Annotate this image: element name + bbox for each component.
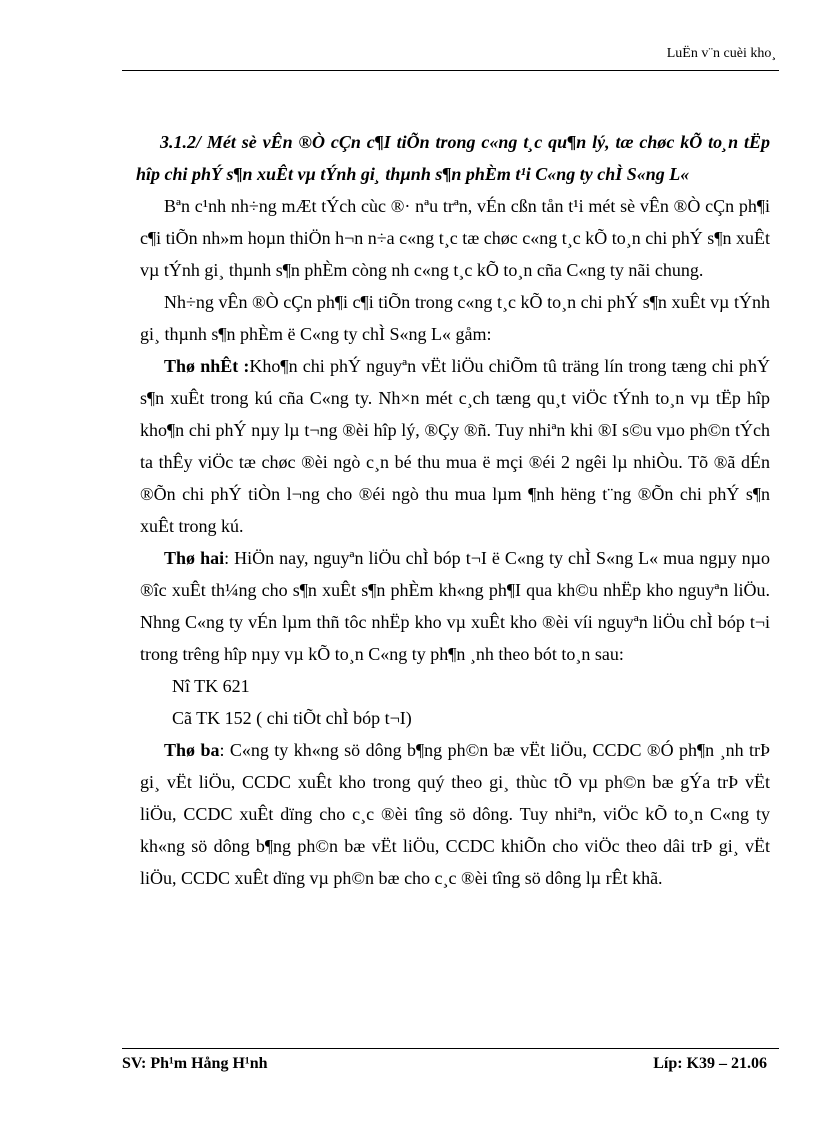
paragraph-third-issue [140, 734, 770, 894]
journal-entry-credit: Cã TK 152 ( chi tiÕt chÌ bóp t¬I) [172, 708, 412, 728]
page-content [136, 126, 770, 894]
third-issue-text: : C«ng ty kh«ng sö dông b¶ng ph©n bæ vËt liÖu, CCDC ®Ó ph¶n ¸nh trÞ gi¸ vËt liÖu, CCDC xuÊt kho trong quý theo gi¸ thùc tÕ vµ ph©n bæ gÝa trÞ vËt liÖu, CCDC xuÊt dïng cho c¸c ®èi tîng sö dông. Tuy nhiªn, viÖc kÕ to¸n C«ng ty kh«ng sö dông b¶ng ph©n bæ vËt liÖu, CCDC khiÕn cho viÖc theo dâi trÞ gi¸ vËt liÖu, CCDC xuÊt dïng vµ ph©n bæ cho c¸c ®èi tîng sö dông lµ rÊt khã. [140, 740, 770, 888]
footer-divider [122, 1048, 779, 1049]
journal-entry-debit: Nî TK 621 [172, 676, 250, 696]
paragraph-intro: Bªn c¹nh nh÷ng mÆt tÝch cùc ®· nªu trªn, vÉn cßn tån t¹i mét sè vÊn ®Ò cÇn ph¶i c¶i tiÕn nh»m hoµn thiÖn h¬n n÷a c«ng t¸c tæ chøc c«ng t¸c kÕ to¸n chi phÝ s¶n xuÊt vµ tÝnh gi¸ thµnh s¶n phÈm còng nh c«ng t¸c kÕ to¸n cña C«ng ty nãi chung. [140, 196, 770, 280]
footer-class: Líp: K39 – 21.06 [653, 1055, 767, 1072]
paragraph-second-issue [140, 542, 770, 670]
second-issue-text: : HiÖn nay, nguyªn liÖu chÌ bóp t¬I ë C«ng ty chÌ S«ng L« mua ngµy nµo ®îc xuÊt th¼ng cho s¶n xuÊt s¶n phÈm kh«ng ph¶I qua kh©u nhËp kho nguyªn liÖu. Nhng C«ng ty vÉn lµm thñ tôc nhËp kho vµ xuÊt kho ®èi víi nguyªn liÖu chÌ bóp t¬i trong trêng hîp nµy vµ kÕ to¸n C«ng ty ph¶n ¸nh theo bót to¸n sau: [140, 548, 770, 664]
second-issue-label: Thø hai [164, 548, 225, 568]
first-issue-text: Kho¶n chi phÝ nguyªn vËt liÖu chiÕm tû träng lín trong tæng chi phÝ s¶n xuÊt trong kú cña C«ng ty. Nh×n mét c¸ch tæng qu¸t viÖc tÝnh to¸n vµ tËp hîp kho¶n chi phÝ nµy lµ t¬ng ®èi hîp lý, ®Çy ®ñ. Tuy nhiªn khi ®I s©u vµo ph©n tÝch ta thÊy viÖc tæ chøc ®èi ngò c¸n bé thu mua ë mçi ®éi 2 ngêi lµ nhiÒu. Tõ ®ã dÉn ®Õn chi phÝ tiÒn l¬ng cho ®éi ngò thu mua lµm ¶nh hëng t¨ng ®Õn chi phÝ s¶n xuÊt trong kú. [140, 356, 770, 536]
paragraph-first-issue [140, 350, 770, 542]
header-divider [122, 70, 779, 71]
section-heading: 3.1.2/ Mét sè vÊn ®Ò cÇn c¶I tiÕn trong c«ng t¸c qu¶n lý, tæ chøc kÕ to¸n tËp hîp chi phÝ s¶n xuÊt vµ tÝnh gi¸ thµnh s¶n phÈm t¹i C«ng ty chÌ S«ng L« [136, 132, 770, 184]
page-footer [122, 1055, 767, 1073]
first-issue-label: Thø nhÊt : [164, 356, 250, 376]
footer-student: SV: Ph¹m Hång H¹nh [122, 1055, 268, 1072]
running-header: LuËn v¨n cuèi kho¸ [666, 46, 776, 61]
third-issue-label: Thø ba [164, 740, 220, 760]
paragraph-issues-list: Nh÷ng vÊn ®Ò cÇn ph¶i c¶i tiÕn trong c«ng t¸c kÕ to¸n chi phÝ s¶n xuÊt vµ tÝnh gi¸ thµnh s¶n phÈm ë C«ng ty chÌ S«ng L« gåm: [140, 292, 770, 344]
